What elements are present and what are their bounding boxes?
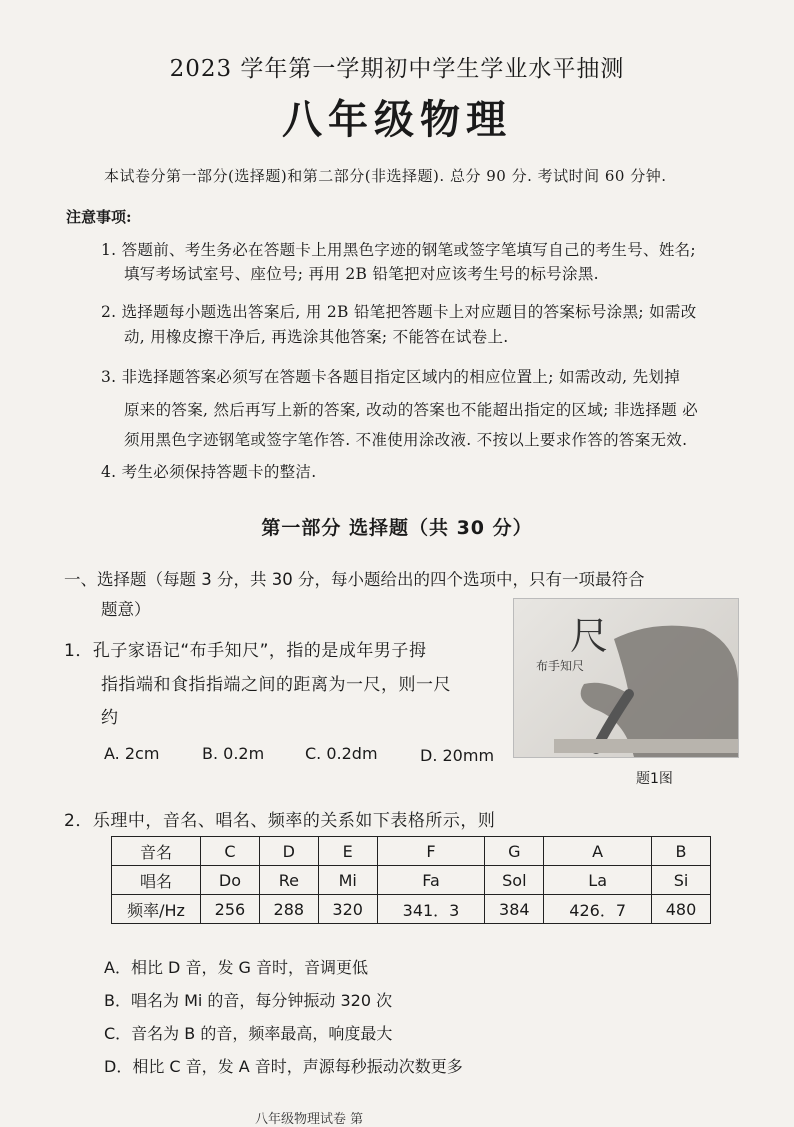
- q1-figure-photo: [513, 598, 739, 758]
- table-cell: E: [318, 837, 377, 866]
- q2-option-c: C．音名为 B 的音，频率最高，响度最大: [104, 1024, 393, 1043]
- table-cell: La: [544, 866, 652, 895]
- q1-option-a: A. 2cm: [104, 744, 160, 763]
- question-group-heading: 一、选择题（每题 3 分，共 30 分，每小题给出的四个选项中，只有一项最符合: [64, 570, 645, 589]
- table-cell: D: [259, 837, 318, 866]
- table-cell: 320: [318, 895, 377, 924]
- exam-subtitle: 2023 学年第一学期初中学生学业水平抽测: [169, 56, 625, 82]
- note-line: 原来的答案, 然后再写上新的答案, 改动的答案也不能超出指定的区域; 非选择题 必: [124, 401, 699, 419]
- table-cell: 384: [485, 895, 544, 924]
- table-row: [112, 837, 711, 866]
- note-frequency-table: [111, 836, 711, 924]
- table-cell: F: [377, 837, 485, 866]
- q1-option-c: C. 0.2dm: [305, 744, 378, 763]
- q2-option-a: A．相比 D 音，发 G 音时，音调更低: [104, 958, 369, 977]
- table-cell: G: [485, 837, 544, 866]
- exam-intro: 本试卷分第一部分(选择题)和第二部分(非选择题). 总分 90 分. 考试时间 60 分钟.: [104, 167, 667, 185]
- table-cell: 音名: [112, 837, 201, 866]
- note-line: 动, 用橡皮擦干净后, 再选涂其他答案; 不能答在试卷上.: [124, 328, 509, 346]
- table-cell: A: [544, 837, 652, 866]
- table-cell: 426．7: [544, 895, 652, 924]
- section-title: 第一部分 选择题（共 30 分）: [261, 517, 533, 539]
- table-cell: 341．3: [377, 895, 485, 924]
- table-cell: Si: [652, 866, 711, 895]
- table-cell: Sol: [485, 866, 544, 895]
- note-line: 填写考场试室号、座位号; 再用 2B 铅笔把对应该考生号的标号涂黑.: [124, 265, 599, 283]
- q2-option-b: B．唱名为 Mi 的音，每分钟振动 320 次: [104, 991, 393, 1010]
- q2-stem: 2．乐理中，音名、唱名、频率的关系如下表格所示，则: [64, 811, 496, 831]
- q1-stem-line: 指指端和食指指端之间的距离为一尺，则一尺: [101, 675, 451, 695]
- note-line: 2. 选择题每小题选出答案后, 用 2B 铅笔把答题卡上对应题目的答案标号涂黑; 如需改: [101, 303, 697, 321]
- table-cell: 256: [201, 895, 260, 924]
- figure-label: 布手知尺: [536, 659, 585, 673]
- note-line: 须用黑色字迹钢笔或签字笔作答. 不准使用涂改液. 不按以上要求作答的答案无效.: [124, 431, 688, 449]
- hand-illustration: [514, 599, 738, 757]
- note-line: 4. 考生必须保持答题卡的整洁.: [101, 463, 317, 481]
- table-cell: B: [652, 837, 711, 866]
- q1-stem-line: 约: [101, 708, 119, 728]
- table-cell: 480: [652, 895, 711, 924]
- q1-option-d: D. 20mm: [420, 746, 495, 765]
- page-footer: 八年级物理试卷 第: [255, 1112, 364, 1127]
- table-row: [112, 895, 711, 924]
- exam-title: 八年级物理: [282, 96, 512, 143]
- table-cell: Fa: [377, 866, 485, 895]
- table-cell: C: [201, 837, 260, 866]
- note-line: 1. 答题前、考生务必在答题卡上用黑色字迹的钢笔或签字笔填写自己的考生号、姓名;: [101, 241, 696, 259]
- table-cell: 唱名: [112, 866, 201, 895]
- table-row: [112, 866, 711, 895]
- q1-figure-caption: 题1图: [636, 771, 673, 787]
- table-cell: Do: [201, 866, 260, 895]
- table-cell: Re: [259, 866, 318, 895]
- question-group-heading-cont: 题意）: [101, 600, 151, 619]
- figure-char: 尺: [570, 614, 609, 658]
- table-cell: Mi: [318, 866, 377, 895]
- table-cell: 288: [259, 895, 318, 924]
- q2-option-d: D．相比 C 音，发 A 音时，声源每秒振动次数更多: [104, 1057, 463, 1076]
- q1-option-b: B. 0.2m: [202, 744, 265, 763]
- q1-stem-line: 1．孔子家语记“布手知尺”，指的是成年男子拇: [64, 641, 427, 661]
- note-line: 3. 非选择题答案必须写在答题卡各题目指定区域内的相应位置上; 如需改动, 先划掉: [101, 368, 681, 386]
- notes-title: 注意事项:: [66, 208, 132, 226]
- table-cell: 频率/Hz: [112, 895, 201, 924]
